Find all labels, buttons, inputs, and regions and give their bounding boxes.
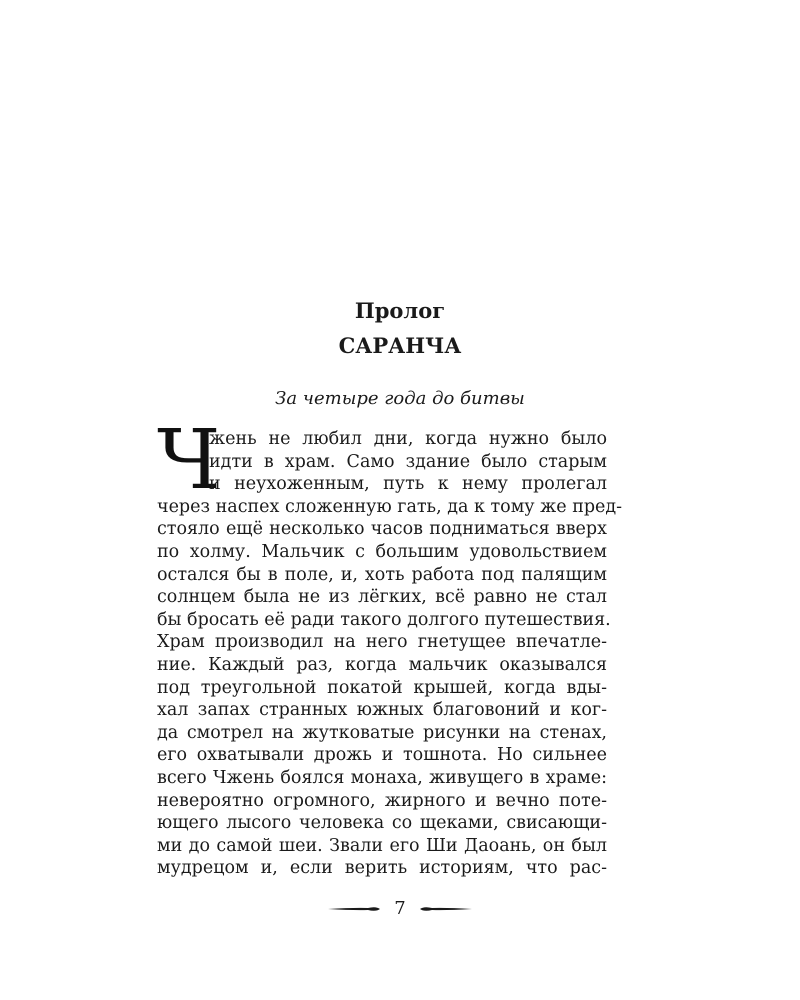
text-line: через наспех сложенную гать, да к тому же пред- [157, 496, 623, 517]
page-number: 7 [394, 898, 406, 919]
text-line: да смотрел на жутковатые рисунки на стенах, [157, 722, 607, 743]
text-line: ми до самой шеи. Звали его Ши Даоань, он был [157, 835, 607, 856]
text-line: бы бросать её ради такого долгого путешествия. [157, 609, 611, 630]
right-ornament-icon [420, 904, 472, 914]
text-line: хал запах странных южных благовоний и ког- [157, 700, 607, 721]
left-ornament-icon [328, 904, 380, 914]
text-line: и неухоженным, путь к нему пролегал [209, 474, 607, 495]
text-line: его охватывали дрожь и тошнота. Но сильнее [157, 745, 607, 766]
epigraph: За четыре года до битвы [275, 388, 525, 409]
text-line: под треугольной покатой крышей, когда вды- [157, 677, 607, 698]
chapter-title: САРАНЧА [338, 333, 462, 358]
text-line: по холму. Мальчик с большим удовольствием [157, 541, 607, 562]
text-line: солнцем была не из лёгких, всё равно не стал [157, 587, 607, 608]
text-line: идти в храм. Само здание было старым [209, 451, 607, 472]
text-line: стояло ещё несколько часов подниматься вверх [157, 519, 607, 540]
chapter-label: Пролог [354, 298, 446, 323]
drop-cap: Ч [157, 413, 221, 508]
body-text [157, 428, 623, 880]
page-footer [0, 898, 800, 919]
text-line: ющего лысого человека со щеками, свисающи- [157, 813, 607, 834]
text-line: ние. Каждый раз, когда мальчик оказывался [157, 654, 607, 675]
text-line: невероятно огромного, жирного и вечно поте- [157, 790, 607, 811]
text-line: всего Чжень боялся монаха, живущего в храме: [157, 767, 607, 788]
text-line: остался бы в поле, и, хоть работа под палящим [157, 564, 607, 585]
text-line: жень не любил дни, когда нужно было [209, 429, 607, 449]
text-line: мудрецом и, если верить историям, что рас- [157, 858, 607, 879]
text-line: Храм производил на него гнетущее впечатле- [157, 632, 607, 653]
